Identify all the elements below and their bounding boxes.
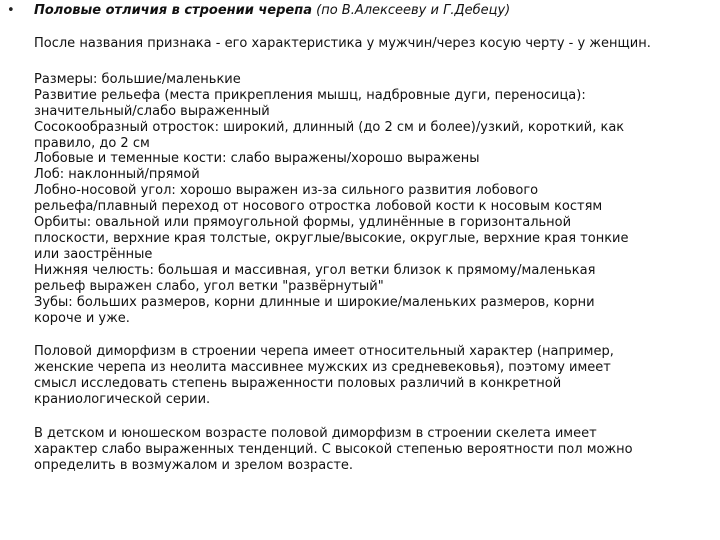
paragraph-line: характер слабо выраженных тенденций. С высокой степенью вероятности пол можно — [34, 441, 633, 457]
trait-line: рельеф выражен слабо, угол ветки "развёрнутый" — [34, 278, 384, 294]
trait-line: рельефа/плавный переход от носового отростка лобовой кости к носовым костям — [34, 199, 603, 215]
bullet-marker: • — [7, 3, 15, 18]
paragraph-line: женские черепа из неолита массивнее мужских из средневековья), поэтому имеет — [34, 360, 611, 376]
intro-text: После названия признака - его характеристика у мужчин/через косую черту - у женщин. — [34, 36, 651, 51]
paragraph-line: Половой диморфизм в строении черепа имеет относительный характер (например, — [34, 344, 614, 360]
trait-line: Развитие рельефа (места прикрепления мышц, надбровные дуги, переносица): — [34, 87, 586, 103]
trait-line: Зубы: больших размеров, корни длинные и широкие/маленьких размеров, корни — [34, 294, 595, 310]
title-main: Половые отличия в строении черепа — [34, 3, 312, 18]
slide-title — [34, 2, 714, 20]
trait-line: Лоб: наклонный/прямой — [34, 167, 200, 183]
age-paragraph — [34, 426, 718, 474]
trait-line: плоскости, верхние края толстые, округлые/высокие, округлые, верхние края тонкие — [34, 230, 629, 246]
dimorphism-paragraph — [34, 344, 718, 408]
paragraph-line: смысл исследовать степень выраженности половых различий в конкретной — [34, 376, 562, 392]
traits-list — [34, 72, 718, 327]
trait-line: Сосокообразный отросток: широкий, длинный (до 2 см и более)/узкий, короткий, как — [34, 119, 625, 135]
trait-line: короче и уже. — [34, 310, 130, 326]
paragraph-line: краниологической серии. — [34, 392, 211, 408]
trait-line: Размеры: большие/маленькие — [34, 71, 241, 87]
paragraph-line: определить в возмужалом и зрелом возрасте. — [34, 457, 354, 473]
trait-line: значительный/слабо выраженный — [34, 103, 270, 119]
trait-line: Нижняя челюсть: большая и массивная, угол ветки близок к прямому/маленькая — [34, 262, 596, 278]
slide-body — [34, 36, 718, 474]
trait-line: правило, до 2 см — [34, 135, 150, 151]
title-source: (по В.Алексееву и Г.Дебецу) — [311, 3, 511, 18]
paragraph-line: В детском и юношеском возрасте половой диморфизм в строении скелета имеет — [34, 426, 597, 442]
trait-line: Орбиты: овальной или прямоугольной формы, удлинённые в горизонтальной — [34, 215, 572, 231]
trait-line: или заострённые — [34, 246, 153, 262]
trait-line: Лобно-носовой угол: хорошо выражен из-за сильного развития лобового — [34, 183, 539, 199]
trait-line: Лобовые и теменные кости: слабо выражены/хорошо выражены — [34, 151, 480, 167]
